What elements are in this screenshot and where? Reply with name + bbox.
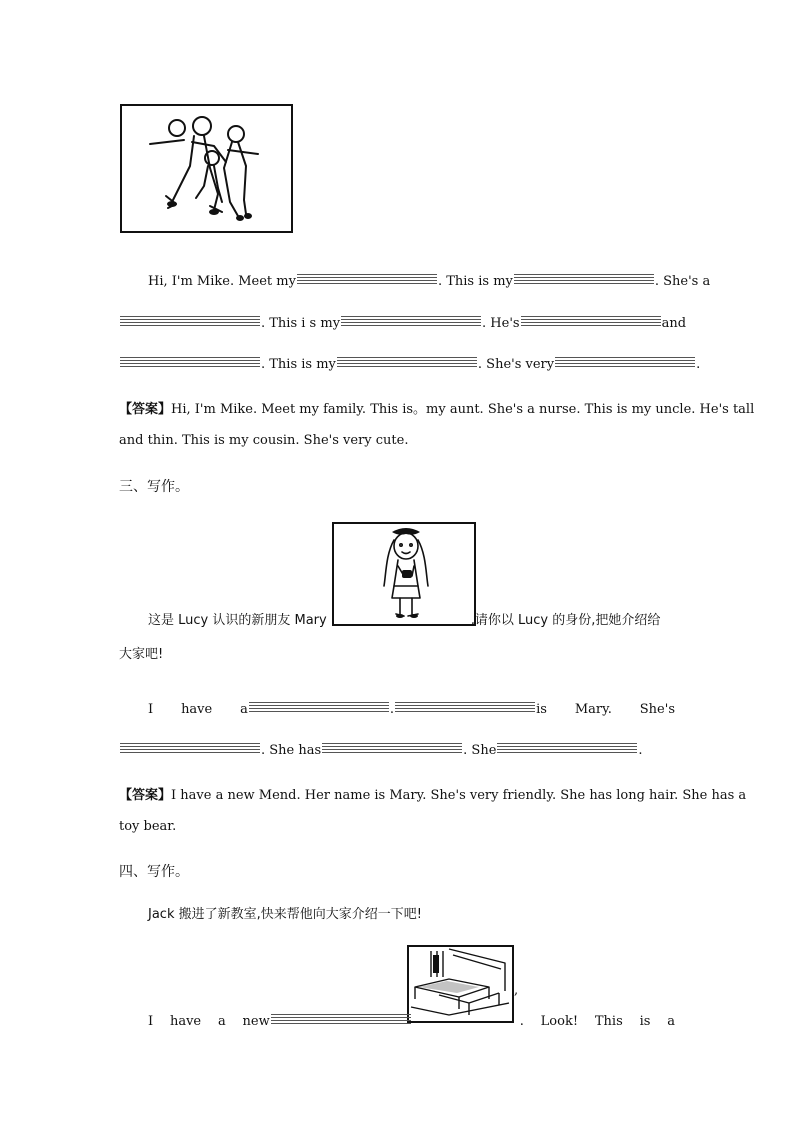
blank-line[interactable] (514, 272, 654, 285)
blank-line[interactable] (297, 272, 437, 285)
mary-illustration (332, 522, 476, 626)
word: I (148, 702, 154, 717)
word: have (169, 1014, 202, 1029)
text-segment: and (661, 316, 687, 331)
word: have (181, 702, 213, 717)
classroom-drawing (409, 947, 512, 1021)
word: is (536, 702, 547, 717)
blank-group (240, 700, 547, 717)
blank-group (243, 1012, 524, 1029)
family-drawing (122, 106, 291, 231)
fill-line-1 (148, 272, 710, 288)
girl-drawing (334, 524, 474, 624)
blank-line[interactable] (521, 314, 661, 327)
blank-line[interactable] (120, 355, 260, 368)
answer-text: Hi, I'm Mike. Meet my family. This is。my aunt. She's a nurse. This is my uncle. He's tall (171, 402, 755, 417)
word: is (639, 1014, 651, 1029)
answer-line (119, 403, 754, 416)
comma-mark: , (514, 983, 519, 998)
answer-text: I have a new Mend. Her name is Mary. She's very friendly. She has long hair. She has a (171, 788, 747, 803)
text-segment: . This is my (261, 357, 336, 372)
word: She's (639, 702, 675, 717)
writing-prompt (148, 614, 660, 627)
word: a (240, 702, 248, 717)
writing-prompt-continued: 大家吧! (119, 647, 164, 662)
text-segment: . This is my (437, 274, 513, 289)
fill-line-5 (119, 741, 643, 757)
blank-line[interactable] (555, 355, 695, 368)
text-segment: . She (463, 743, 497, 758)
blank-line[interactable] (120, 314, 260, 327)
blank-line[interactable] (337, 355, 477, 368)
answer-line (119, 789, 746, 802)
word: I (148, 1014, 154, 1029)
text-segment: . (696, 357, 701, 372)
text-segment: Hi, I'm Mike. Meet my (148, 274, 296, 289)
blank-line[interactable] (497, 741, 637, 754)
word: Look! (540, 1014, 579, 1029)
word: . (389, 702, 395, 717)
blank-line[interactable] (271, 1012, 411, 1025)
answer-line-continued: and thin. This is my cousin. She's very cute. (119, 433, 409, 448)
answer-tag: 【答案】 (119, 402, 172, 417)
word: Mary. (574, 702, 612, 717)
text-segment: . (638, 743, 643, 758)
word: a (217, 1014, 226, 1029)
section-heading: 四、写作。 (119, 864, 189, 880)
fill-line-6 (148, 1012, 675, 1029)
writing-prompt: Jack 搬进了新教室,快来帮他向大家介绍一下吧! (148, 907, 422, 922)
word: new (242, 1014, 270, 1029)
blank-line[interactable] (322, 741, 462, 754)
text-segment: . This i s my (261, 316, 341, 331)
fill-line-3 (119, 355, 700, 371)
answer-line-continued: toy bear. (119, 819, 177, 834)
blank-line[interactable] (341, 314, 481, 327)
blank-line[interactable] (120, 741, 260, 754)
word: This (594, 1014, 623, 1029)
prompt-text: ,请你以 Lucy 的身份,把她介绍给 (470, 613, 661, 628)
word: . (519, 1014, 524, 1029)
prompt-text: 这是 Lucy 认识的新朋友 Mary (148, 613, 327, 628)
text-segment: . She's a (654, 274, 711, 289)
fill-line-2 (119, 314, 686, 330)
text-segment: . She has (261, 743, 322, 758)
fill-line-4 (148, 700, 675, 717)
section-heading: 三、写作。 (119, 479, 189, 495)
word: a (667, 1014, 675, 1029)
answer-tag: 【答案】 (119, 788, 172, 803)
blank-line[interactable] (249, 700, 389, 713)
text-segment: . He's (482, 316, 520, 331)
family-illustration (120, 104, 293, 233)
text-segment: . She's very (477, 357, 555, 372)
blank-line[interactable] (395, 700, 535, 713)
